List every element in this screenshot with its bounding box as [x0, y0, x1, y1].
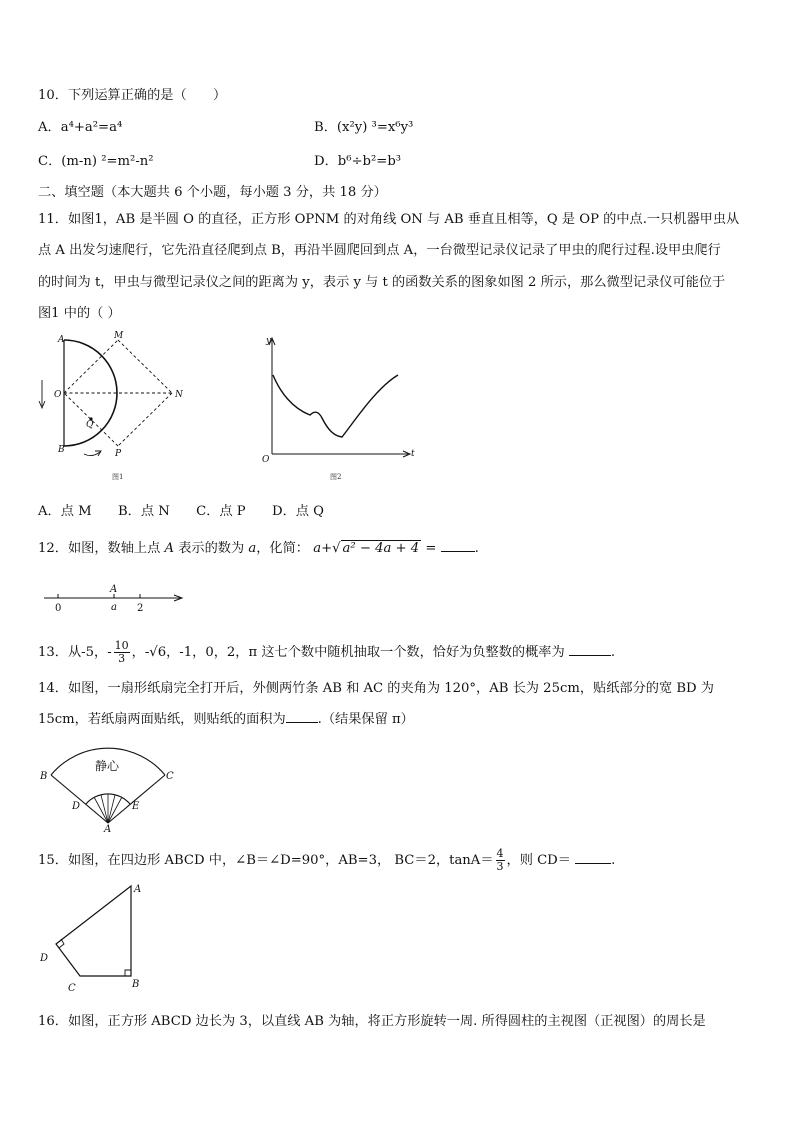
label-a: A [58, 335, 65, 345]
right-angle-b [125, 970, 131, 976]
label-b: B [40, 771, 48, 782]
q14-line2: 15cm，若纸扇两面贴纸，则贴纸的面积为 .（结果保留 π） [38, 712, 414, 727]
q11-figure2 [258, 330, 428, 490]
q11-line2: 点 A 出发匀速爬行，它先沿直径爬到点 B，再沿半圆爬回到点 A，一台微型记录仪记录了甲虫的爬行过程.设甲虫爬行 [38, 243, 721, 258]
segment-mn [118, 340, 172, 393]
label-a: A [134, 884, 142, 895]
label-c: C [166, 771, 174, 782]
point-a-label: A [110, 584, 118, 595]
fan-text: 静心 [95, 759, 120, 773]
q12-text: 12．如图，数轴上点 A 表示的数为 a，化简： a+√ a² − 4a + 4 = . [38, 541, 479, 556]
label-t: t [411, 449, 415, 459]
q11-line4: 图1 中的（ ） [38, 306, 121, 321]
label-c: C [68, 983, 76, 994]
label-y: y [266, 336, 272, 346]
label-e: E [132, 801, 140, 812]
figure1-caption: 图1 [112, 473, 124, 481]
quadrilateral-abcd [56, 886, 131, 976]
q15-quadrilateral-figure [34, 878, 154, 998]
q12-radicand: a² − 4a + 4 [342, 541, 420, 556]
label-q: Q [86, 420, 94, 430]
tick-two: 2 [137, 603, 144, 614]
q11-line1: 11．如图1，AB 是半圆 O 的直径，正方形 OPNM 的对角线 ON 与 AB 垂直且相等，Q 是 OP 的中点.一只机器甲虫从 [38, 212, 740, 227]
q10-option-d: D．b⁶÷b²=b³ [314, 154, 402, 169]
q10-option-c: C．(m-n) ²=m²-n² [38, 154, 154, 169]
segment-np [118, 393, 172, 446]
label-d: D [40, 953, 49, 964]
section-heading: 二、填空题（本大题共 6 个小题，每小题 3 分，共 18 分） [38, 185, 387, 200]
q11-options: A．点 M B．点 N C．点 P D．点 Q [38, 504, 324, 519]
label-m: M [114, 331, 124, 341]
label-a: A [104, 824, 112, 832]
answer-blank-15 [575, 851, 611, 864]
q12-number-line [40, 580, 190, 616]
q10-option-b: B．(x²y) ³=x⁶y³ [314, 120, 414, 135]
q10-stem: 10．下列运算正确的是（ ） [38, 88, 227, 103]
q11-figure1 [30, 328, 200, 488]
q14-line1: 14．如图，一扇形纸扇完全打开后，外侧两竹条 AB 和 AC 的夹角为 120°，AB 长为 25cm，贴纸部分的宽 BD 为 [38, 681, 714, 696]
q13-text: 13．从-5，- $\frac{10}{3}$ ，-√6，-1，0，2，π 这七个数中随机抽取一个数，恰好为负整数的概率为 . [38, 639, 616, 665]
figure2-caption: 图2 [330, 473, 342, 481]
point-a-value: a [111, 602, 117, 613]
answer-blank-12 [441, 539, 475, 552]
curve-arrow [84, 452, 100, 456]
label-n: N [175, 390, 183, 400]
q16-line1: 16．如图，正方形 ABCD 边长为 3，以直线 AB 为轴，将正方形旋转一周. 所得圆柱的主视图（正视图）的周长是 [38, 1014, 706, 1029]
q14-fan-figure [38, 737, 178, 832]
label-b: B [58, 445, 65, 455]
label-o: O [54, 390, 62, 400]
q10-option-a: A．a⁴+a²=a⁴ [38, 120, 123, 135]
label-origin: O [262, 455, 270, 465]
label-d: D [72, 801, 81, 812]
label-p: P [115, 449, 122, 459]
graph-curve [273, 375, 398, 437]
answer-blank-13 [569, 643, 611, 656]
q11-line3: 的时间为 t，甲虫与微型记录仪之间的距离为 y，表示 y 与 t 的函数关系的图象如图 2 所示，那么微型记录仪可能位于 [38, 275, 726, 290]
label-b: B [132, 979, 140, 990]
rib-ac [108, 775, 165, 823]
q15-text: 15．如图，在四边形 ABCD 中，∠B＝∠D=90°，AB=3， BC＝2，tanA＝ $\frac{4}{3}$ ，则 CD＝ . [38, 847, 616, 873]
rib-ab [51, 775, 108, 823]
answer-blank-14 [286, 710, 318, 723]
tick-zero: 0 [55, 603, 62, 614]
